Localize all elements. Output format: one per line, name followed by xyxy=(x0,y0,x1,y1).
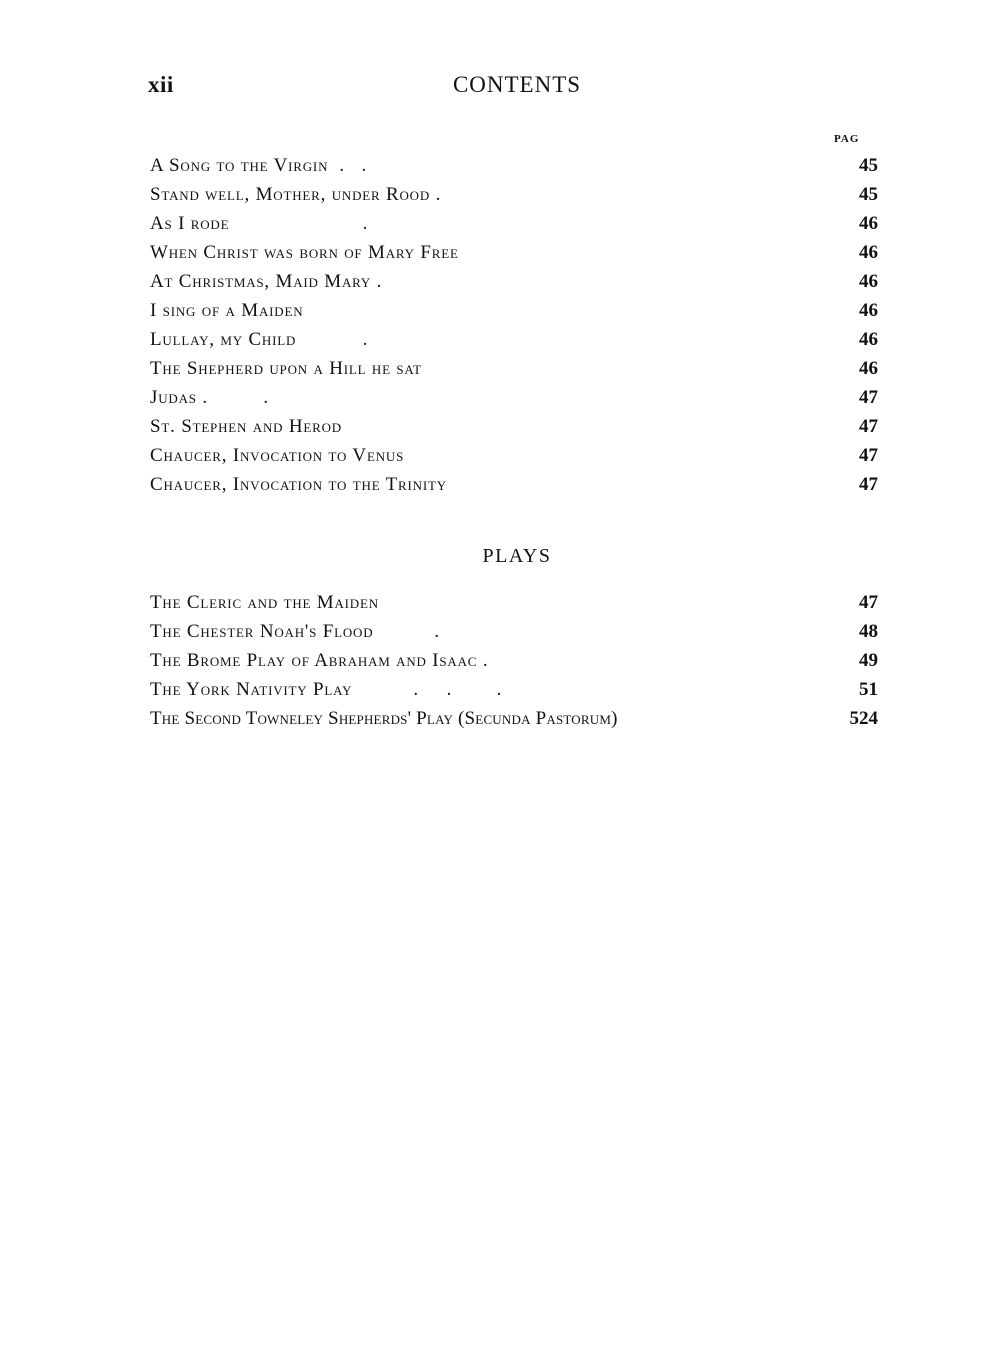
entry-page: 47 xyxy=(859,592,878,613)
entry-title: St. Stephen and Herod xyxy=(150,416,342,437)
page-number: xii xyxy=(148,72,174,97)
entry-title: At Christmas, Maid Mary . xyxy=(150,271,383,292)
entry-title: Judas . . xyxy=(150,387,269,408)
toc-entry xyxy=(150,242,880,271)
toc-entry xyxy=(150,708,880,737)
entry-page: 46 xyxy=(859,300,878,321)
entry-title: A Song to the Virgin . . xyxy=(150,155,368,176)
toc-entry xyxy=(150,474,880,503)
toc-entry xyxy=(150,387,880,416)
entry-page: 47 xyxy=(859,416,878,437)
page-column-label: PAG xyxy=(834,133,860,145)
toc-entry xyxy=(150,329,880,358)
entry-title: When Christ was born of Mary Free xyxy=(150,242,459,263)
entry-page: 49 xyxy=(859,650,878,671)
toc-entry xyxy=(150,184,880,213)
toc-entry xyxy=(150,358,880,387)
entry-page: 46 xyxy=(859,358,878,379)
toc-entry xyxy=(150,271,880,300)
entry-title: The Second Towneley Shepherds' Play (Secunda Pastorum) xyxy=(150,708,618,729)
entry-page: 45 xyxy=(859,155,878,176)
entry-title: The Cleric and the Maiden xyxy=(150,592,379,613)
entry-page: 46 xyxy=(859,213,878,234)
entry-title: I sing of a Maiden xyxy=(150,300,304,321)
entry-page: 46 xyxy=(859,242,878,263)
entry-title: Lullay, my Child . xyxy=(150,329,369,350)
entry-title: The Brome Play of Abraham and Isaac . xyxy=(150,650,489,671)
toc-entry xyxy=(150,300,880,329)
entry-title: The Shepherd upon a Hill he sat xyxy=(150,358,422,379)
toc-entry xyxy=(150,679,880,708)
section-heading-plays: PLAYS xyxy=(482,545,552,567)
entry-page: 47 xyxy=(859,387,878,408)
toc-entry xyxy=(150,445,880,474)
entry-title: Chaucer, Invocation to the Trinity xyxy=(150,474,447,495)
entry-page: 45 xyxy=(859,184,878,205)
entry-page: 47 xyxy=(859,474,878,495)
toc-entry xyxy=(150,621,880,650)
entry-title: Chaucer, Invocation to Venus xyxy=(150,445,405,466)
entry-page: 46 xyxy=(859,329,878,350)
entry-title: The York Nativity Play . . . xyxy=(150,679,503,700)
entry-page: 46 xyxy=(859,271,878,292)
entry-title: Stand well, Mother, under Rood . xyxy=(150,184,442,205)
entry-title: As I rode . xyxy=(150,213,369,234)
entry-title: The Chester Noah's Flood . xyxy=(150,621,440,642)
toc-entry xyxy=(150,592,880,621)
entry-page: 51 xyxy=(859,679,878,700)
entry-page: 524 xyxy=(849,708,878,729)
running-head: CONTENTS xyxy=(452,72,582,97)
entry-page: 48 xyxy=(859,621,878,642)
entry-page: 47 xyxy=(859,445,878,466)
toc-entry xyxy=(150,650,880,679)
toc-entry xyxy=(150,416,880,445)
toc-entry xyxy=(150,155,880,184)
toc-entry xyxy=(150,213,880,242)
